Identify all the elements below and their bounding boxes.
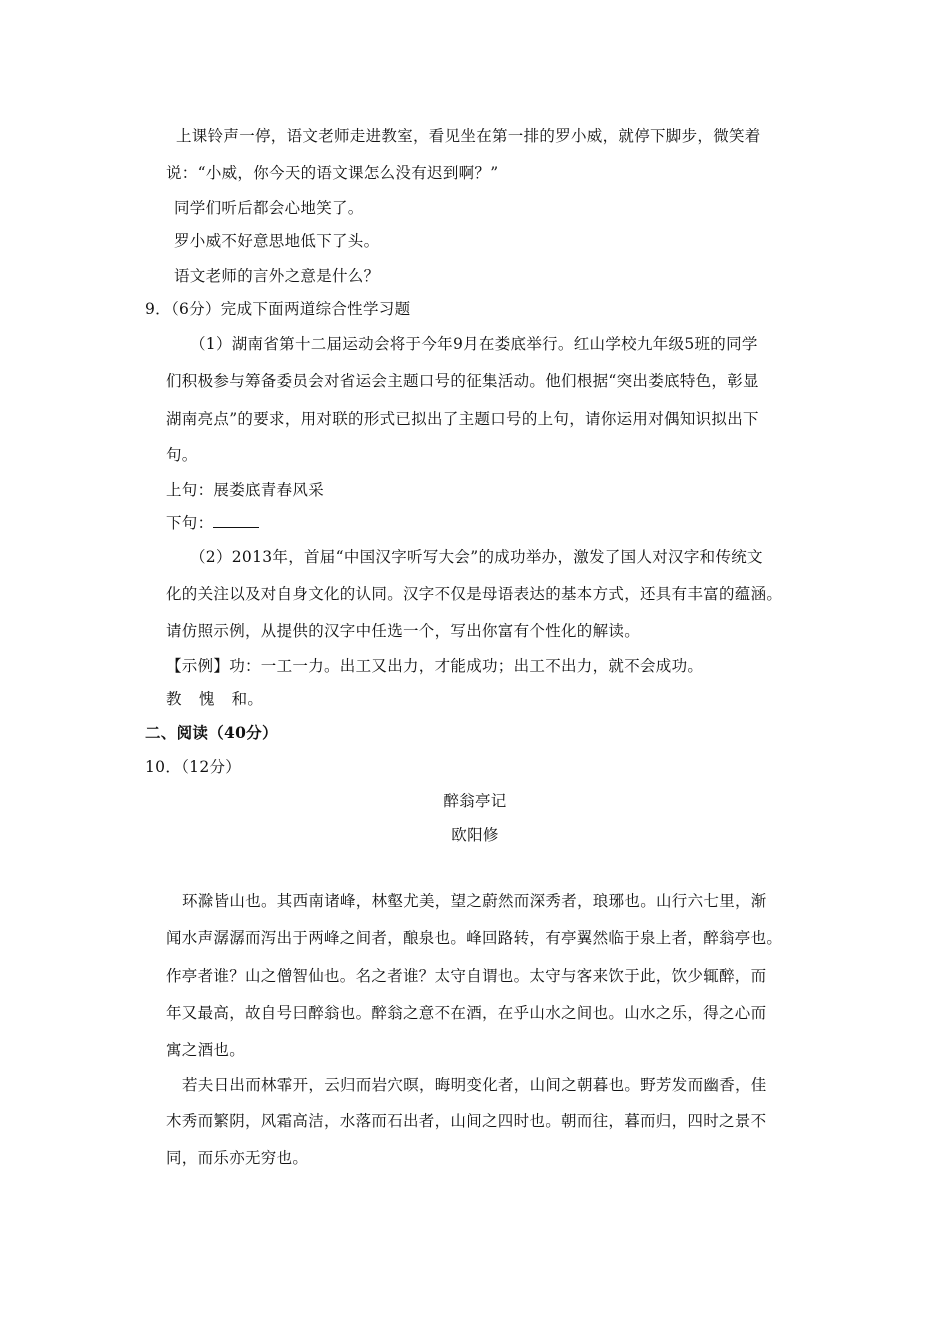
- question-9-heading: 9．（6分）完成下面两道综合性学习题: [145, 300, 411, 318]
- char-option: 和。: [231, 690, 264, 708]
- couplet-upper-line: 上句：展娄底青春风采: [166, 481, 325, 499]
- passage-title: 醉翁亭记: [443, 792, 507, 810]
- q9-part2-line: （2）2013年，首届“中国汉字听写大会”的成功举办，激发了国人对汉字和传统文: [190, 548, 763, 566]
- passage-line: 年又最高，故自号曰醉翁也。醉翁之意不在酒，在乎山水之间也。山水之乐，得之心而: [166, 1004, 767, 1022]
- q9-part2-line: 化的关注以及对自身文化的认同。汉字不仅是母语表达的基本方式，还具有丰富的蕴涵。: [166, 585, 783, 603]
- char-option: 教: [166, 690, 182, 708]
- passage-line: 木秀而繁阴，风霜高洁，水落而石出者，山间之四时也。朝而往，暮而归，四时之景不: [166, 1112, 767, 1130]
- story-line-3: 同学们听后都会心地笑了。: [174, 199, 364, 217]
- q9-part1-line: 们积极参与筹备委员会对省运会主题口号的征集活动。他们根据“突出娄底特色，彰显: [166, 372, 759, 390]
- q9-part1-line: （1）湖南省第十二届运动会将于今年9月在娄底举行。红山学校九年级5班的同学: [190, 335, 758, 353]
- question-10-heading: 10．（12分）: [145, 758, 242, 776]
- passage-line: 寓之酒也。: [166, 1041, 246, 1059]
- story-line-2: 说：“小威，你今天的语文课怎么没有迟到啊？”: [166, 164, 499, 182]
- story-line-4: 罗小威不好意思地低下了头。: [174, 232, 380, 250]
- char-option: 愧: [198, 690, 215, 708]
- q9-part1-line: 湖南亮点”的要求，用对联的形式已拟出了主题口号的上句，请你运用对偶知识拟出下: [166, 410, 759, 428]
- couplet-lower-label: 下句：: [166, 514, 214, 532]
- story-line-1: 上课铃声一停，语文老师走进教室，看见坐在第一排的罗小威，就停下脚步，微笑着: [176, 127, 761, 145]
- example-line: 【示例】功：一工一力。出工又出力，才能成功；出工不出力，就不会成功。: [166, 657, 704, 675]
- passage-line: 环滁皆山也。其西南诸峰，林壑尤美，望之蔚然而深秀者，琅琊也。山行六七里，渐: [182, 892, 767, 910]
- passage-line: 同，而乐亦无穷也。: [166, 1149, 309, 1167]
- passage-line: 作亭者谁？山之僧智仙也。名之者谁？太守自谓也。太守与客来饮于此，饮少辄醉，而: [166, 967, 767, 985]
- passage-line: 闻水声潺潺而泻出于两峰之间者，酿泉也。峰回路转，有亭翼然临于泉上者，醉翁亭也。: [166, 929, 783, 947]
- story-question: 语文老师的言外之意是什么？: [174, 267, 380, 285]
- answer-blank[interactable]: [213, 513, 259, 528]
- section-heading-reading: 二、阅读（40分）: [145, 723, 278, 742]
- couplet-lower-line: [166, 512, 259, 534]
- character-options: [166, 688, 280, 710]
- passage-author: 欧阳修: [451, 826, 499, 844]
- q9-part1-line: 句。: [166, 446, 198, 464]
- q9-part2-line: 请仿照示例，从提供的汉字中任选一个，写出你富有个性化的解读。: [166, 622, 641, 640]
- passage-line: 若夫日出而林霏开，云归而岩穴暝，晦明变化者，山间之朝暮也。野芳发而幽香，佳: [182, 1076, 767, 1094]
